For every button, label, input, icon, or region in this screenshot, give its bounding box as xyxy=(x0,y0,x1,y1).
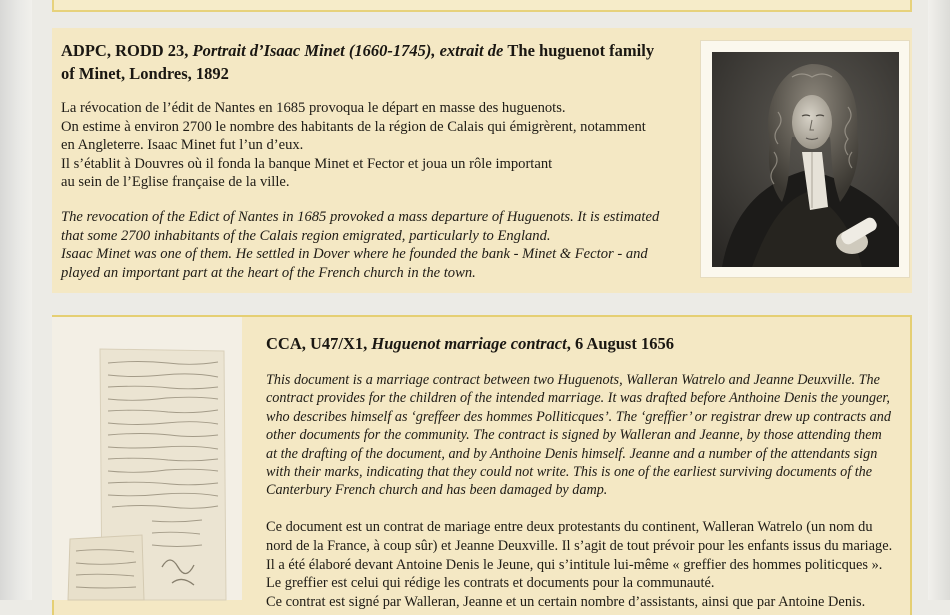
manuscript-image xyxy=(52,317,242,600)
contract-heading-ref: CCA, U47/X1, xyxy=(266,334,372,353)
minet-english-text: The revocation of the Edict of Nantes in 1685 provoked a mass departure of Huguenots. It is estimated that some 2700 inhabitants of the Calais region emigrated, particularly to England. Isaac Minet was one of them. He settled in Dover where he founded the bank - Minet & Fector - and played an important part at the heart of the French church in the town. xyxy=(61,209,660,281)
minet-heading-source: The huguenot family xyxy=(507,41,655,60)
contract-english-text: This document is a marriage contract between two Huguenots, Walleran Watrelo and Jeanne Deuxville. The contract provides for the children of the intended marriage. It was drafted before Anthoine Denis the younger, who describes himself as ‘greffeer des hommes Polliticques’. The ‘greffier’ or registrar drew up contracts and other documents for the community. The contract is signed by Walleran and Jeanne, by those attending them at the drafting of the document, and by Anthoine Denis himself. Jeanne and a number of the attendants sign with their marks, indicating that they could not write. This is one of the earliest surviving documents of the Canterbury French church and has been damaged by damp. xyxy=(266,372,891,499)
isaac-minet-portrait xyxy=(712,52,899,267)
contract-heading-title: Huguenot marriage contract xyxy=(371,334,567,353)
contract-heading xyxy=(266,332,886,355)
previous-panel-edge xyxy=(52,0,912,12)
minet-french-text: La révocation de l’édit de Nantes en 1685 provoqua le départ en masse des huguenots. On estime à environ 2700 le nombre des habitants de la région de Calais qui émigrèrent, notamment en Angleterre. Isaac Minet fut l’un d’eux. Il s’établit à Douvres où il fonda la banque Minet et Fector et joua un rôle important au sein de l’Eglise française de la ville. xyxy=(61,100,646,191)
minet-heading-ref: ADPC, RODD 23, xyxy=(61,41,193,60)
wall-right-edge xyxy=(928,0,950,600)
contract-french-text: Ce document est un contrat de mariage entre deux protestants du continent, Walleran Watrelo (un nom du nord de la France, à coup sûr) et Jeanne Deuxville. Il s’agit de tout prévoir pour les enfants issus du mariage. Il a été élaboré devant Antoine Denis le Jeune, qui s’intitule lui-même « greffier des hommes politicques ». Le greffier est celui qui rédige les contrats et documents pour la communauté. Ce contrat est signé par Walleran, Jeanne et un certain nombre d’assistants, ainsi que par Antoine Denis. xyxy=(266,519,893,611)
wall-left-edge xyxy=(0,0,32,600)
minet-heading-line2: of Minet, Londres, 1892 xyxy=(61,64,229,83)
portrait-engraving-icon xyxy=(712,52,899,267)
minet-heading-title: Portrait d’Isaac Minet (1660-1745), extrait de xyxy=(192,41,508,60)
minet-heading xyxy=(61,39,681,85)
manuscript-document-icon xyxy=(52,317,242,600)
contract-heading-date: , 6 August 1656 xyxy=(566,334,674,353)
